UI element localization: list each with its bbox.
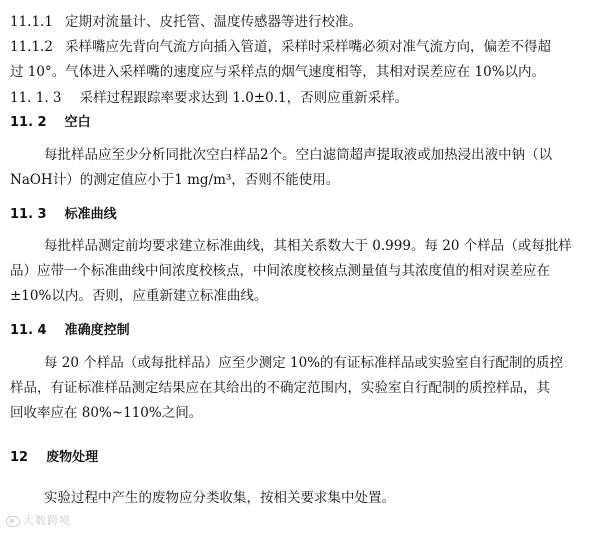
section-title: 准确度控制 [64,323,130,338]
section-number: 11. 3 [10,207,47,222]
clause-11-1-2-line1 [10,38,551,56]
clause-text: 采样过程跟踪率要求达到 1.0±0.1，否则应重新采样。 [79,90,409,106]
section-title: 空白 [64,115,91,130]
clause-text: 定期对流量计、皮托管、温度传感器等进行校准。 [64,14,362,30]
clause-11-1-3 [10,89,408,107]
paragraph-11-4-line2: 样品，有证标准样品测定结果应在其给出的不确定范围内，实验室自行配制的质控样品，其 [10,380,550,396]
clause-number: 11. 1. 3 [10,90,62,106]
watermark-logo-icon [6,516,20,527]
section-heading-11-4 [10,322,130,340]
section-heading-12 [10,449,98,467]
clause-number: 11.1.2 [10,39,53,55]
paragraph-11-3-line1: 每批样品测定前均要求建立标准曲线，其相关系数大于 0.999。每 20 个样品（或每批样 [44,238,572,254]
watermark-text: 大数跨境 [23,514,71,527]
watermark [6,512,71,528]
clause-11-1-1 [10,13,362,31]
clause-text: 采样嘴应先背向气流方向插入管道，采样时采样嘴必须对准气流方向，偏差不得超 [64,39,551,55]
paragraph-11-2-line2: NaOH计）的测定值应小于1 mg/m³，否则不能使用。 [10,172,340,188]
paragraph-11-4-line1: 每 20 个样品（或每批样品）应至少测定 10%的有证标准样品或实验室自行配制的质控 [44,355,564,371]
section-number: 12 [10,450,29,465]
section-title: 废物处理 [46,450,99,465]
section-title: 标准曲线 [64,207,117,222]
paragraph-12-line1: 实验过程中产生的废物应分类收集，按相关要求集中处置。 [44,490,395,506]
clause-number: 11.1.1 [10,14,53,30]
section-heading-11-2 [10,114,91,132]
section-number: 11. 2 [10,115,47,130]
paragraph-11-2-line1: 每批样品应至少分析同批次空白样品2个。空白滤筒超声提取液或加热浸出液中钠（以 [44,147,553,163]
paragraph-11-3-line2: 品）应带一个标准曲线中间浓度校核点，中间浓度校核点测量值与其浓度值的相对误差应在 [10,263,550,279]
section-number: 11. 4 [10,323,47,338]
paragraph-11-4-line3: 回收率应在 80%~110%之间。 [10,405,203,421]
section-heading-11-3 [10,206,117,224]
clause-11-1-2-line2: 过 10°。气体进入采样嘴的速度应与采样点的烟气速度相等，其相对误差应在 10%以内。 [10,64,546,80]
paragraph-11-3-line3: ±10%以内。否则，应重新建立标准曲线。 [10,288,268,304]
